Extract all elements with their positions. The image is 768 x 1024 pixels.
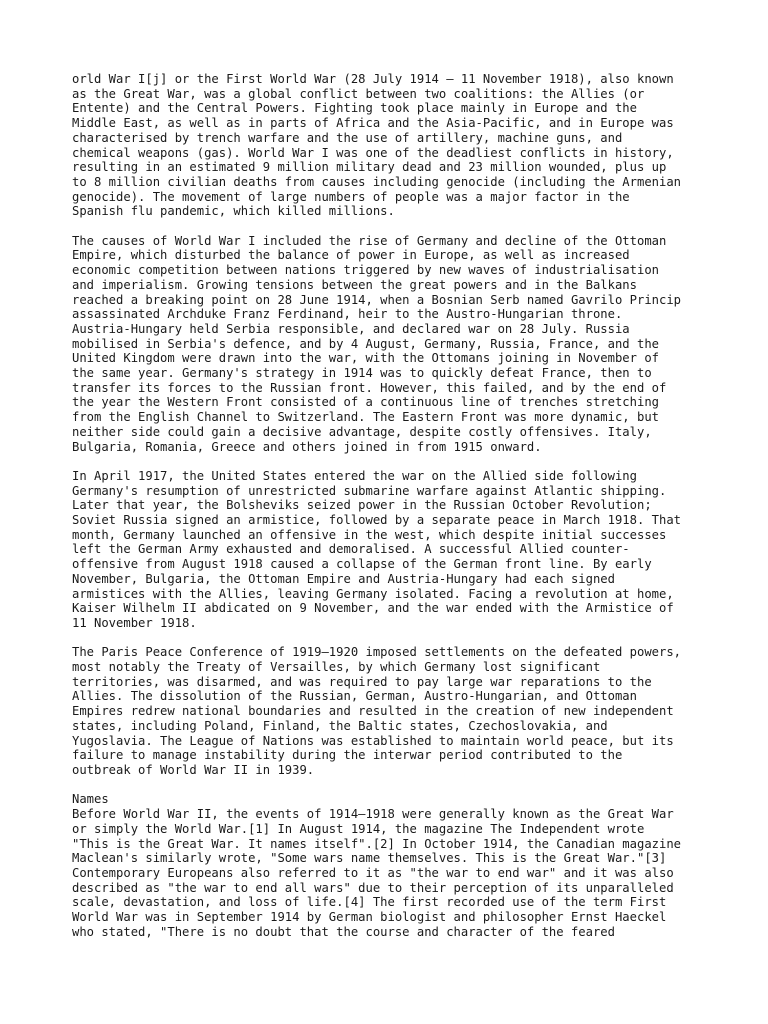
peace-conference-paragraph: The Paris Peace Conference of 1919–1920 imposed settlements on the defeated powers, most notably the Treaty of Versailles, by which Germany lost significant territories, was disarmed, and was required to pay large war reparations to the Allies. The dissolution of the Russian, German, Austro-Hungarian, and Ottoman Empires redrew national boundaries and resulted in the creation of new independent states, including Poland, Finland, the Baltic states, Czechoslovakia, and Yugoslavia. The League of Nations was established to maintain world peace, but its failure to manage instability during the interwar period contributed to the outbreak of World War II in 1939. [72, 645, 682, 777]
names-paragraph: Before World War II, the events of 1914–1918 were generally known as the Great War or simply the World War.[1] In August 1914, the magazine The Independent wrote "This is the Great War. It names itself".[2] In October 1914, the Canadian magazine Maclean's similarly wrote, "Some wars name themselves. This is the Great War."[3] Contemporary Europeans also referred to it as "the war to end war" and it was also described as "the war to end all wars" due to their perception of its unparalleled scale, devastation, and loss of life.[4] The first recorded use of the term First World War was in September 1914 by German biologist and philosopher Ernst Haeckel who stated, "There is no doubt that the course and character of the feared [72, 807, 682, 939]
names-section-heading: Names [72, 792, 109, 807]
causes-paragraph: The causes of World War I included the rise of Germany and decline of the Ottoman Empire, which disturbed the balance of power in Europe, as well as increased economic competition between nations triggered by new waves of industrialisation and imperialism. Growing tensions between the great powers and in the Balkans reached a breaking point on 28 June 1914, when a Bosnian Serb named Gavrilo Princip assassinated Archduke Franz Ferdinand, heir to the Austro-Hungarian throne. Austria-Hungary held Serbia responsible, and declared war on 28 July. Russia mobilised in Serbia's defence, and by 4 August, Germany, Russia, France, and the United Kingdom were drawn into the war, with the Ottomans joining in November of the same year. Germany's strategy in 1914 was to quickly defeat France, then to transfer its forces to the Russian front. However, this failed, and by the end of the year the Western Front consisted of a continuous line of trenches stretching from the English Channel to Switzerland. The Eastern Front was more dynamic, but neither side could gain a decisive advantage, despite costly offensives. Italy, Bulgaria, Romania, Greece and others joined in from 1915 onward. [72, 233, 682, 454]
document-page [72, 72, 702, 954]
intro-paragraph: orld War I[j] or the First World War (28 July 1914 – 11 November 1918), also known as the Great War, was a global conflict between two coalitions: the Allies (or Entente) and the Central Powers. Fighting took place mainly in Europe and the Middle East, as well as in parts of Africa and the Asia-Pacific, and in Europe was characterised by trench warfare and the use of artillery, machine guns, and chemical weapons (gas). World War I was one of the deadliest conflicts in history, resulting in an estimated 9 million military dead and 23 million wounded, plus up to 8 million civilian deaths from causes including genocide (including the Armenian genocide). The movement of large numbers of people was a major factor in the Spanish flu pandemic, which killed millions. [72, 72, 682, 219]
us-entry-paragraph: In April 1917, the United States entered the war on the Allied side following Germany's resumption of unrestricted submarine warfare against Atlantic shipping. Later that year, the Bolsheviks seized power in the Russian October Revolution; Soviet Russia signed an armistice, followed by a separate peace in March 1918. That month, Germany launched an offensive in the west, which despite initial successes left the German Army exhausted and demoralised. A successful Allied counter- offensive from August 1918 caused a collapse of the German front line. By early November, Bulgaria, the Ottoman Empire and Austria-Hungary had each signed armistices with the Allies, leaving Germany isolated. Facing a revolution at home, Kaiser Wilhelm II abdicated on 9 November, and the war ended with the Armistice of 11 November 1918. [72, 468, 682, 630]
